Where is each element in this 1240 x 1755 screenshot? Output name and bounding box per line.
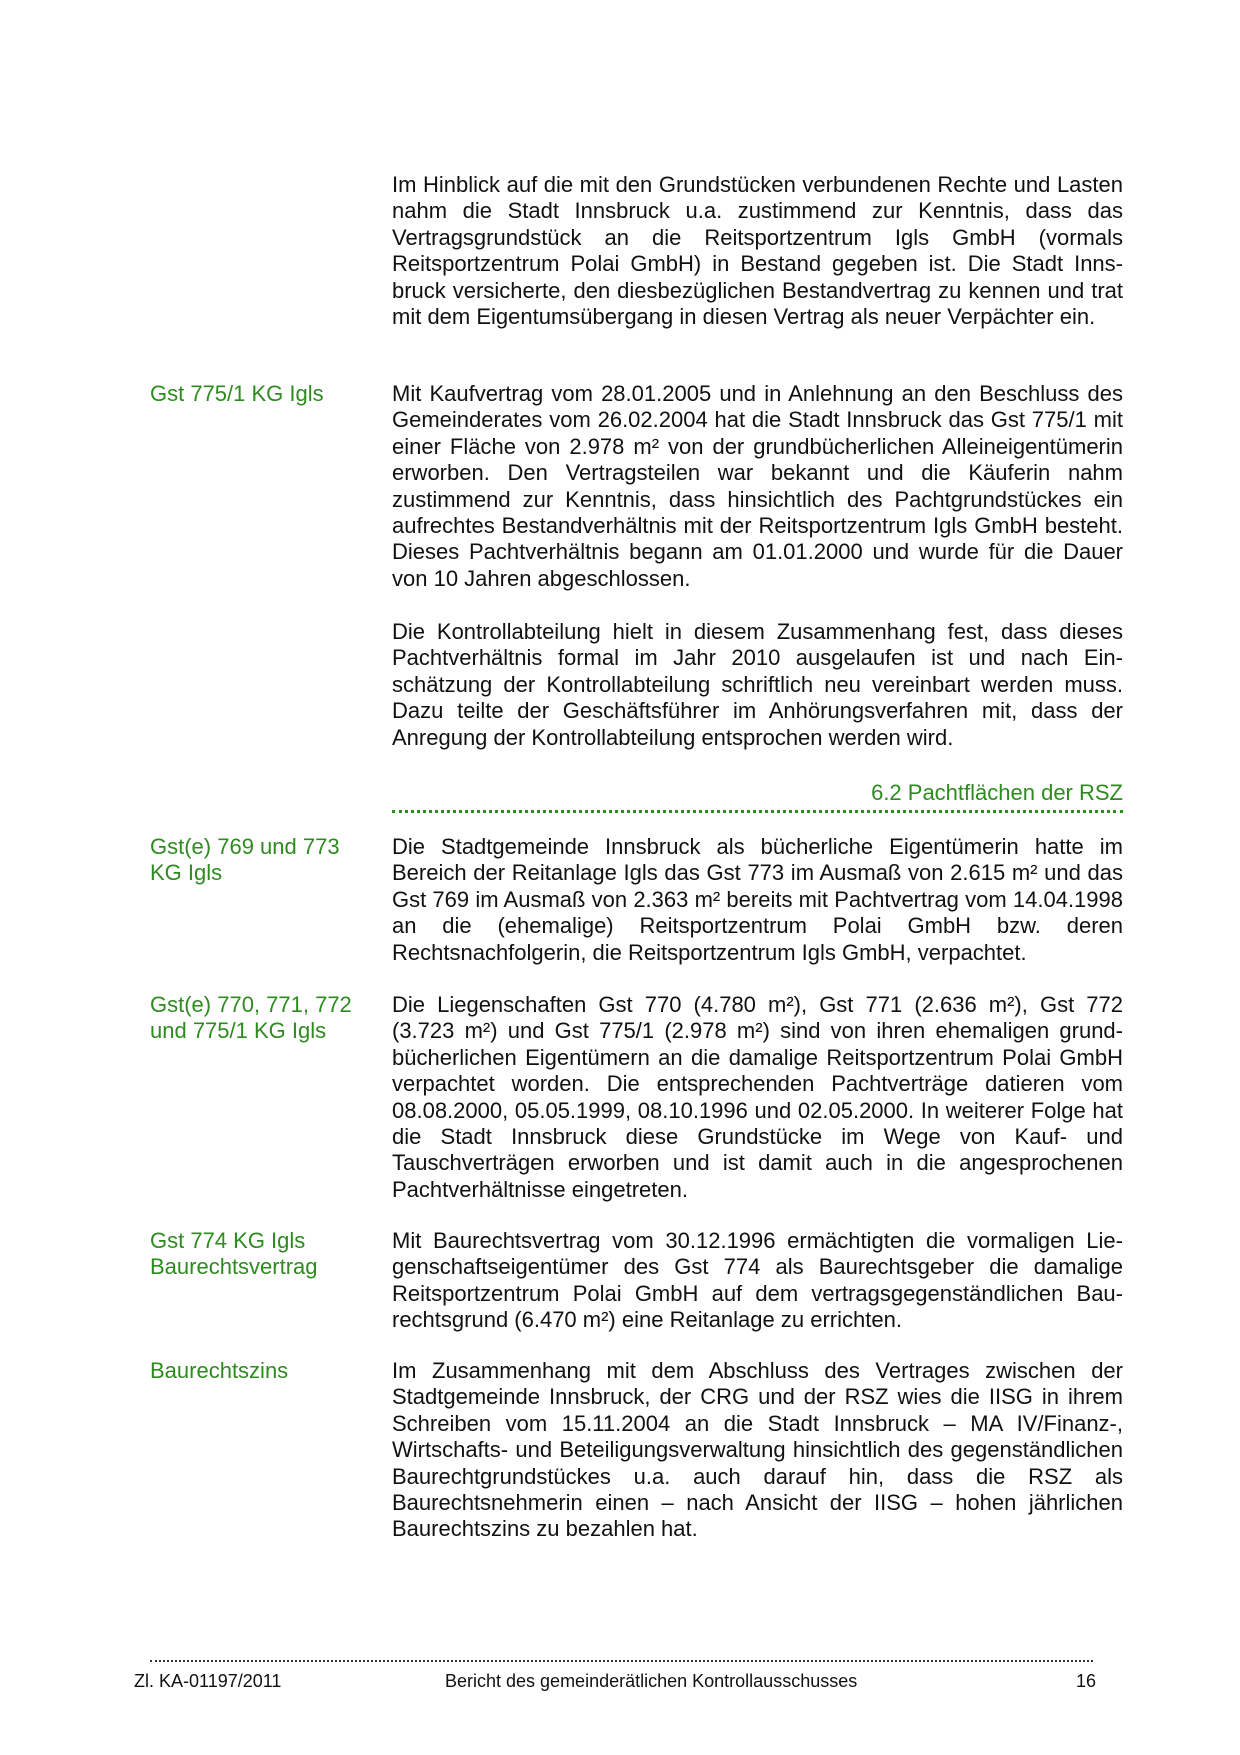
sidenote-gst-769-773 bbox=[150, 834, 380, 887]
footer-reference: Zl. KA-01197/2011 bbox=[134, 1671, 282, 1691]
paragraph-purchase-contract: Mit Kaufvertrag vom 28.01.2005 und in Anlehnung an den Beschluss des Gemeinderates vom 26.02.2004 hat die Stadt Innsbruck das Gst 775/1 mit einer Fläche von 2.978 m² von der grundbücherlichen Alleineigentümerin erworben. Den Vertragsteilen war bekannt und die Käuferin nahm zustimmend zur Kenntnis, dass hinsichtlich des Pachtgrundstückes ein aufrechtes Bestandverhältnis mit der Reitsportzentrum Igls GmbH besteht. Dieses Pachtverhältnis begann am 01.01.2000 und wurde für die Dauer von 10 Jahren abgeschlossen. bbox=[392, 381, 1123, 591]
page-number: 16 bbox=[1076, 1671, 1097, 1691]
paragraph-lease-769-773: Die Stadtgemeinde Innsbruck als bücherliche Eigentümerin hatte im Bereich der Reitanlage Igls das Gst 773 im Ausmaß von 2.615 m² und das Gst 769 im Ausmaß von 2.363 m² bereits mit Pachtvertrag vom 14.04.1998 an die (ehemalige) Reitsportzentrum Polai GmbH bzw. deren Rechtsnachfolgerin, die Reitsportzentrum Igls GmbH, verpachtet. bbox=[392, 834, 1123, 965]
sidenote-line: Gst(e) 770, 771, 772 bbox=[150, 992, 352, 1017]
paragraph-rights-and-burdens: Im Hinblick auf die mit den Grundstücken verbundenen Rechte und Lasten nahm die Stadt Innsbruck u.a. zustimmend zur Kenntnis, dass das Vertragsgrundstück an die Reitsportzentrum Igls GmbH (vormals Reitsportzentrum Polai GmbH) in Bestand gegeben ist. Die Stadt Innsbruck versicherte, den diesbezüglichen Bestandvertrag zu kennen und trat mit dem Eigentumsübergang in diesen Vertrag als neuer Verpächter ein. bbox=[392, 172, 1123, 330]
paragraph-building-rights-interest: Im Zusammenhang mit dem Abschluss des Vertrages zwischen der Stadtgemeinde Innsbruck, der CRG und der RSZ wies die IISG in ihrem Schreiben vom 15.11.2004 an die Stadt Innsbruck – MA IV/Finanz-, Wirtschafts- und Beteiligungsverwaltung hinsichtlich des gegenständlichen Baurechtgrundstückes u.a. auch darauf hin, dass die RSZ als Baurechtsnehmerin einen – nach Ansicht der IISG – hohen jährlichen Baurechtszins zu bezahlen hat. bbox=[392, 1358, 1123, 1542]
paragraph-lease-770-772: Die Liegenschaften Gst 770 (4.780 m²), Gst 771 (2.636 m²), Gst 772 (3.723 m²) und Gst 775/1 (2.978 m²) sind von ihren ehemaligen grundbücherlichen Eigentümern an die damalige Reitsportzentrum Polai GmbH verpachtet worden. Die entsprechenden Pachtverträge datieren vom 08.08.2000, 05.05.1999, 08.10.1996 und 02.05.2000. In weiterer Folge hat die Stadt Innsbruck diese Grundstücke im Wege von Kauf- und Tauschverträgen erworben und ist damit auch in die angesprochenen Pachtverhältnisse eingetreten. bbox=[392, 992, 1123, 1202]
sidenote-line: Gst 775/1 KG Igls bbox=[150, 381, 324, 406]
section-heading: 6.2 Pachtflächen der RSZ bbox=[871, 780, 1123, 805]
footer-title: Bericht des gemeinderätlichen Kontrollausschusses bbox=[445, 1671, 858, 1691]
sidenote-line: und 775/1 KG Igls bbox=[150, 1018, 327, 1044]
sidenote-line: Gst 774 KG Igls bbox=[150, 1228, 306, 1253]
sidenote-line: Baurechtsvertrag bbox=[150, 1254, 318, 1280]
footer-rule bbox=[150, 1660, 1093, 1662]
sidenote-gst-770-771-772 bbox=[150, 992, 380, 1045]
paragraph-building-rights-contract: Mit Baurechtsvertrag vom 30.12.1996 ermächtigten die vormaligen Liegenschaftseigentümer des Gst 774 als Baurechtsgeber die damalige Reitsportzentrum Polai GmbH auf dem vertragsgegenständlichen Baurechtsgrund (6.470 m²) eine Reitanlage zu errichten. bbox=[392, 1228, 1123, 1333]
section-heading-rule bbox=[392, 810, 1123, 813]
sidenote-gst-775-1 bbox=[150, 381, 380, 407]
paragraph-audit-finding: Die Kontrollabteilung hielt in diesem Zusammenhang fest, dass dieses Pachtverhältnis formal im Jahr 2010 ausgelaufen ist und nach Einschätzung der Kontrollabteilung schriftlich neu vereinbart werden muss. Dazu teilte der Geschäftsführer im Anhörungsverfahren mit, dass der Anregung der Kontrollabteilung entsprochen werden wird. bbox=[392, 619, 1123, 750]
sidenote-line: Gst(e) 769 und 773 bbox=[150, 834, 340, 859]
sidenote-baurechtszins bbox=[150, 1358, 380, 1384]
sidenote-line: Baurechtszins bbox=[150, 1358, 289, 1383]
sidenote-gst-774 bbox=[150, 1228, 380, 1281]
sidenote-line: KG Igls bbox=[150, 860, 223, 886]
